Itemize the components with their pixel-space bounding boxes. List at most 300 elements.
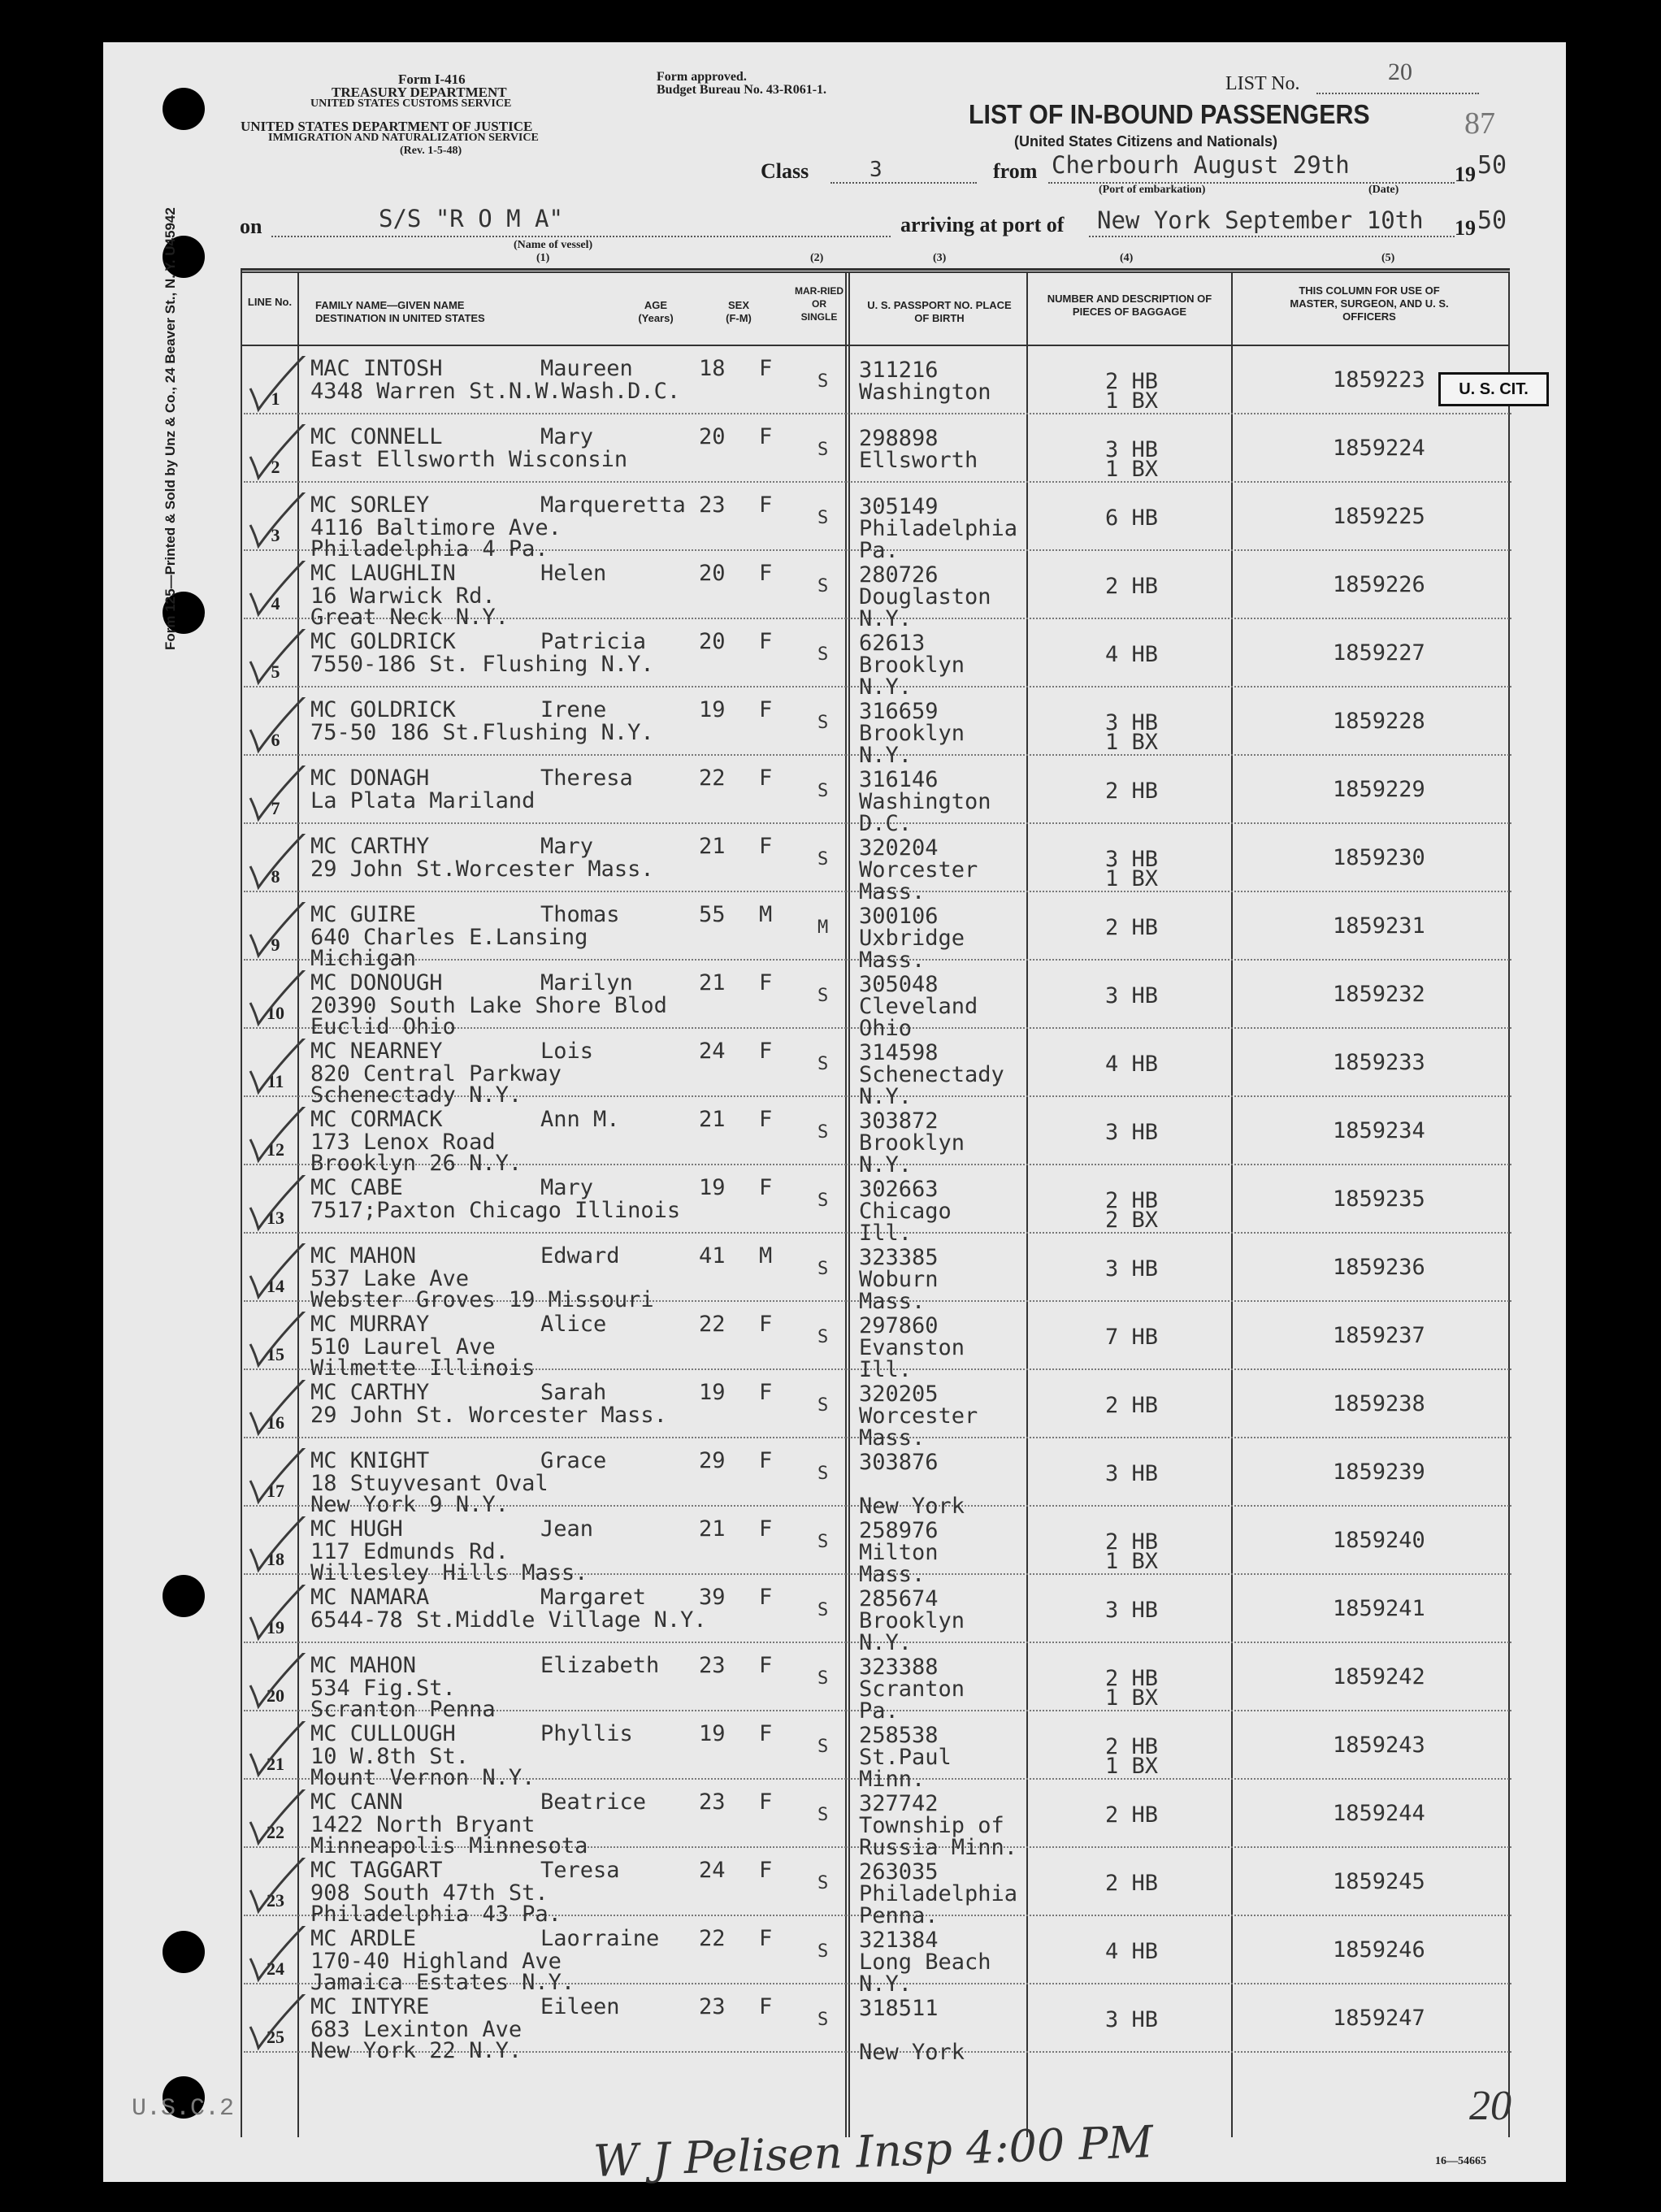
given-name-cell: Thomas — [540, 902, 620, 927]
marital-status-cell: S — [817, 440, 829, 460]
address-line-1: 1422 North Bryant — [310, 1812, 536, 1837]
sex-cell: F — [759, 1653, 773, 1678]
given-name-cell: Grace — [540, 1448, 607, 1473]
sex-cell: F — [759, 1107, 773, 1132]
line-number: 21 — [267, 1754, 284, 1774]
line-number: 8 — [271, 866, 280, 887]
birthplace-line-2: N.Y. — [859, 743, 913, 768]
sex-cell: F — [759, 834, 773, 859]
name-cell: MC GUIRE — [310, 902, 417, 927]
marital-status-cell: S — [817, 508, 829, 528]
baggage-line-1: 2 HB — [1105, 1734, 1159, 1759]
age-cell: 21 — [699, 970, 726, 995]
birthplace-line-2: Mass. — [859, 879, 926, 904]
given-name-cell: Beatrice — [540, 1789, 647, 1815]
line-number: 2 — [271, 457, 280, 477]
marital-status-cell: S — [817, 1873, 829, 1893]
address-line-1: East Ellsworth Wisconsin — [310, 447, 628, 472]
table-row — [244, 892, 1511, 973]
given-name-cell: Edward — [540, 1243, 620, 1269]
justice-dept: UNITED STATES DEPARTMENT OF JUSTICE — [241, 119, 533, 134]
baggage-line-1: 3 HB — [1105, 983, 1159, 1008]
address-line-2: Brooklyn 26 N.Y. — [310, 1151, 523, 1176]
birthplace-line-1: Milton — [859, 1540, 939, 1565]
given-name-cell: Maureen — [540, 356, 633, 381]
marital-status-cell: S — [817, 1327, 829, 1347]
passport-number-cell: 320205 — [859, 1381, 939, 1407]
name-cell: MC CARTHY — [310, 1380, 430, 1405]
given-name-cell: Patricia — [540, 629, 647, 654]
officer-number-cell: 1859223 — [1333, 367, 1425, 393]
address-line-1: 16 Warwick Rd. — [310, 583, 496, 609]
sex-cell: F — [759, 1858, 773, 1883]
marital-status-cell: S — [817, 1122, 829, 1143]
sex-cell: F — [759, 1175, 773, 1200]
check-mark-icon — [247, 1994, 312, 2062]
given-name-cell: Helen — [540, 561, 607, 586]
given-name-cell: Teresa — [540, 1858, 620, 1883]
name-cell: MC LAUGHLIN — [310, 561, 456, 586]
birthplace-line-2: New York — [859, 1494, 965, 1519]
birthplace-line-2: Mass. — [859, 1562, 926, 1587]
us-cit-stamp: U. S. CIT. — [1438, 372, 1549, 406]
age-cell: 19 — [699, 1721, 726, 1746]
table-row — [244, 1438, 1511, 1519]
name-cell: MC KNIGHT — [310, 1448, 430, 1473]
name-cell: MC SORLEY — [310, 492, 430, 518]
date-caption: (Date) — [1368, 184, 1399, 196]
passport-number-cell: 258976 — [859, 1518, 939, 1543]
age-cell: 39 — [699, 1585, 726, 1610]
birthplace-line-1: Cleveland — [859, 994, 978, 1019]
name-cell: MC INTYRE — [310, 1994, 430, 2019]
name-cell: MC CONNELL — [310, 424, 443, 449]
line-number: 14 — [267, 1276, 284, 1296]
marital-status-cell: S — [817, 576, 829, 596]
birthplace-line-1: Township of — [859, 1813, 1004, 1838]
passport-number-cell: 297860 — [859, 1313, 939, 1338]
age-cell: 24 — [699, 1039, 726, 1064]
col-header-passport: U. S. PASSPORT NO. PLACE OF BIRTH — [867, 299, 1012, 324]
baggage-line-1: 4 HB — [1105, 642, 1159, 667]
age-cell: 41 — [699, 1243, 726, 1269]
baggage-line-1: 2 HB — [1105, 1188, 1159, 1213]
baggage-line-1: 2 HB — [1105, 1529, 1159, 1555]
passport-number-cell: 327742 — [859, 1791, 939, 1816]
col-no-4: (4) — [1120, 252, 1134, 264]
marital-status-cell: S — [817, 1805, 829, 1825]
name-cell: MC CORMACK — [310, 1107, 443, 1132]
marital-status-cell: S — [817, 1395, 829, 1416]
baggage-line-1: 6 HB — [1105, 505, 1159, 531]
line-number: 15 — [267, 1344, 284, 1364]
name-cell: MC MAHON — [310, 1653, 417, 1678]
sex-cell: F — [759, 1039, 773, 1064]
sex-cell: F — [759, 1516, 773, 1542]
birthplace-line-2: N.Y. — [859, 1971, 913, 1997]
table-row — [244, 756, 1511, 836]
page-no: 87 — [1464, 106, 1495, 141]
baggage-line-1: 3 HB — [1105, 710, 1159, 735]
table-row — [244, 551, 1511, 631]
officer-number-cell: 1859239 — [1333, 1459, 1425, 1485]
table-row — [244, 346, 1511, 414]
printer-note: Form 125—Printed & Sold by Unz & Co., 24 Beaver St., N. Y. U45942 — [163, 207, 178, 650]
birthplace-line-2: Pa. — [859, 1698, 899, 1724]
budget-bureau: Budget Bureau No. 43-R061-1. — [657, 83, 827, 97]
baggage-line-1: 2 HB — [1105, 1802, 1159, 1828]
table-row — [244, 1302, 1511, 1382]
arriving-label: arriving at port of — [900, 213, 1065, 236]
passport-number-cell: 62613 — [859, 631, 926, 656]
birthplace-line-1: St.Paul — [859, 1745, 952, 1770]
table-row — [244, 1780, 1511, 1860]
given-name-cell: Eileen — [540, 1994, 620, 2019]
birthplace-line-1: Uxbridge — [859, 926, 965, 951]
year-value-2: 50 — [1477, 206, 1507, 235]
class-label: Class — [761, 159, 809, 183]
address-line-2: New York 9 N.Y. — [310, 1492, 509, 1517]
table-row — [244, 1848, 1511, 1928]
col-header-sex: SEX (F-M) — [726, 299, 752, 324]
vessel-name: S/S "R O M A" — [379, 205, 563, 232]
address-line-1: 908 South 47th St. — [310, 1880, 549, 1906]
baggage-line-2: 1 BX — [1105, 1549, 1159, 1574]
binder-hole — [163, 1575, 205, 1617]
table-row — [244, 824, 1511, 904]
table-row — [244, 483, 1511, 563]
age-cell: 20 — [699, 424, 726, 449]
table-row — [244, 687, 1511, 768]
name-cell: MC DONOUGH — [310, 970, 443, 995]
officer-number-cell: 1859230 — [1333, 845, 1425, 870]
baggage-line-2: 1 BX — [1105, 1685, 1159, 1711]
baggage-line-1: 2 HB — [1105, 915, 1159, 940]
marital-status-cell: S — [817, 371, 829, 392]
officer-number-cell: 1859237 — [1333, 1323, 1425, 1348]
binder-hole — [163, 1931, 205, 1973]
marital-status-cell: S — [817, 644, 829, 665]
name-cell: MC CABE — [310, 1175, 403, 1200]
baggage-line-1: 2 HB — [1105, 574, 1159, 599]
line-number: 13 — [267, 1208, 284, 1228]
address-line-2: Michigan — [310, 946, 417, 971]
passport-number-cell: 316146 — [859, 767, 939, 792]
department: TREASURY DEPARTMENT — [332, 85, 507, 100]
name-cell: MAC INTOSH — [310, 356, 443, 381]
age-cell: 23 — [699, 1994, 726, 2019]
age-cell: 22 — [699, 766, 726, 791]
address-line-1: 537 Lake Ave — [310, 1266, 470, 1291]
marital-status-cell: S — [817, 1600, 829, 1620]
birthplace-line-2: Russia Minn. — [859, 1835, 1018, 1860]
passport-number-cell: 323388 — [859, 1655, 939, 1680]
address-line-1: 683 Lexinton Ave — [310, 2017, 523, 2042]
line-number: 17 — [267, 1481, 284, 1501]
given-name-cell: Margaret — [540, 1585, 647, 1610]
officer-number-cell: 1859228 — [1333, 709, 1425, 734]
line-number: 23 — [267, 1890, 284, 1911]
birthplace-line-1: Scranton — [859, 1676, 965, 1702]
birthplace-line-1: Washington — [859, 380, 991, 405]
given-name-cell: Marilyn — [540, 970, 633, 995]
col-header-baggage: NUMBER AND DESCRIPTION OF PIECES OF BAGGAGE — [1047, 293, 1212, 318]
age-cell: 29 — [699, 1448, 726, 1473]
name-cell: MC GOLDRICK — [310, 697, 456, 722]
passport-number-cell: 311216 — [859, 358, 939, 383]
line-number: 7 — [271, 798, 280, 818]
table-row — [244, 1370, 1511, 1451]
col-header-age: AGE (Years) — [638, 299, 674, 324]
address-line-1: La Plata Mariland — [310, 788, 536, 813]
immigration-service: IMMIGRATION AND NATURALIZATION SERVICE — [268, 132, 539, 144]
list-no: 20 — [1388, 59, 1412, 85]
line-number: 3 — [271, 525, 280, 545]
table-row — [244, 1029, 1511, 1109]
birthplace-line-1: Woburn — [859, 1267, 939, 1292]
marital-status-cell: M — [817, 917, 829, 938]
line-number: 22 — [267, 1822, 284, 1842]
birthplace-line-2: D.C. — [859, 811, 913, 836]
list-no-label: LIST No. — [1225, 73, 1300, 94]
address-line-1: 173 Lenox Road — [310, 1130, 496, 1155]
baggage-line-1: 3 HB — [1105, 1598, 1159, 1623]
passport-number-cell: 280726 — [859, 562, 939, 588]
sex-cell: F — [759, 1312, 773, 1337]
from-label: from — [993, 159, 1038, 183]
col-no-2: (2) — [810, 252, 824, 264]
baggage-line-2: 1 BX — [1105, 1754, 1159, 1779]
birthplace-line-2: Mass. — [859, 1425, 926, 1451]
given-name-cell: Mary — [540, 834, 594, 859]
address-line-2: New York 22 N.Y. — [310, 2038, 523, 2063]
marital-status-cell: S — [817, 1532, 829, 1552]
birthplace-line-2: N.Y. — [859, 674, 913, 700]
age-cell: 19 — [699, 1175, 726, 1200]
age-cell: 21 — [699, 1107, 726, 1132]
passport-number-cell: 316659 — [859, 699, 939, 724]
address-line-1: 170-40 Highland Ave — [310, 1949, 562, 1974]
baggage-line-1: 3 HB — [1105, 1120, 1159, 1145]
table-row — [244, 1984, 1511, 2065]
baggage-line-2: 1 BX — [1105, 388, 1159, 414]
officer-number-cell: 1859238 — [1333, 1391, 1425, 1416]
address-line-1: 29 John St. Worcester Mass. — [310, 1403, 667, 1428]
sex-cell: F — [759, 970, 773, 995]
passport-number-cell: 263035 — [859, 1859, 939, 1885]
given-name-cell: Marqueretta — [540, 492, 686, 518]
name-cell: MC GOLDRICK — [310, 629, 456, 654]
line-number: 1 — [271, 388, 280, 409]
line-number: 6 — [271, 730, 280, 750]
marital-status-cell: S — [817, 1737, 829, 1757]
passport-number-cell: 305048 — [859, 972, 939, 997]
name-cell: MC TAGGART — [310, 1858, 443, 1883]
baggage-line-1: 3 HB — [1105, 847, 1159, 872]
birthplace-line-2: N.Y. — [859, 1630, 913, 1655]
baggage-line-1: 3 HB — [1105, 2007, 1159, 2032]
officer-number-cell: 1859240 — [1333, 1528, 1425, 1553]
line-number: 9 — [271, 935, 280, 955]
officer-number-cell: 1859246 — [1333, 1937, 1425, 1963]
table-row — [244, 1097, 1511, 1178]
birthplace-line-1: Long Beach — [859, 1950, 991, 1975]
age-cell: 21 — [699, 834, 726, 859]
signature: W J Pelisen Insp 4:00 PM — [592, 2115, 1154, 2188]
age-cell: 20 — [699, 561, 726, 586]
age-cell: 23 — [699, 492, 726, 518]
name-cell: MC HUGH — [310, 1516, 403, 1542]
officer-number-cell: 1859236 — [1333, 1255, 1425, 1280]
sex-cell: F — [759, 356, 773, 381]
officer-number-cell: 1859247 — [1333, 2006, 1425, 2031]
line-number: 4 — [271, 593, 280, 614]
birthplace-line-1: Philadelphia — [859, 516, 1018, 541]
address-line-2: Willesley Hills Mass. — [310, 1560, 588, 1585]
birthplace-line-2: N.Y. — [859, 606, 913, 631]
customs-service: UNITED STATES CUSTOMS SERVICE — [310, 98, 512, 110]
age-cell: 23 — [699, 1653, 726, 1678]
birthplace-line-1: Ellsworth — [859, 448, 978, 473]
sex-cell: F — [759, 629, 773, 654]
passport-number-cell: 285674 — [859, 1586, 939, 1611]
marital-status-cell: S — [817, 1259, 829, 1279]
arrival-port: New York September 10th — [1097, 206, 1424, 234]
passport-number-cell: 298898 — [859, 426, 939, 451]
address-line-1: 7550-186 St. Flushing N.Y. — [310, 652, 654, 677]
col-no-5: (5) — [1381, 252, 1395, 264]
passport-number-cell: 302663 — [859, 1177, 939, 1202]
line-number: 20 — [267, 1685, 284, 1706]
baggage-line-1: 3 HB — [1105, 1461, 1159, 1486]
age-cell: 19 — [699, 697, 726, 722]
baggage-line-1: 4 HB — [1105, 1939, 1159, 1964]
birthplace-line-2: New York — [859, 2040, 965, 2065]
table-row — [244, 1165, 1511, 1246]
age-cell: 20 — [699, 629, 726, 654]
address-line-1: 820 Central Parkway — [310, 1061, 562, 1086]
address-line-2: Great Neck N.Y. — [310, 605, 509, 630]
address-line-1: 640 Charles E.Lansing — [310, 925, 588, 950]
table-row — [244, 1234, 1511, 1314]
baggage-line-1: 4 HB — [1105, 1052, 1159, 1077]
vessel-col-no: (1) — [536, 252, 550, 264]
address-line-1: 20390 South Lake Shore Blod — [310, 993, 667, 1018]
baggage-line-1: 2 HB — [1105, 1393, 1159, 1418]
officer-number-cell: 1859243 — [1333, 1733, 1425, 1758]
address-line-1: 4348 Warren St.N.W.Wash.D.C. — [310, 379, 681, 404]
officer-number-cell: 1859233 — [1333, 1050, 1425, 1075]
table-row — [244, 1507, 1511, 1587]
baggage-line-2: 1 BX — [1105, 730, 1159, 755]
age-cell: 24 — [699, 1858, 726, 1883]
sex-cell: F — [759, 1926, 773, 1951]
birthplace-line-1: Brooklyn — [859, 1608, 965, 1633]
line-number: 19 — [267, 1617, 284, 1637]
document-subtitle: (United States Citizens and Nationals) — [1014, 133, 1278, 150]
baggage-line-1: 2 HB — [1105, 369, 1159, 394]
officer-number-cell: 1859235 — [1333, 1186, 1425, 1212]
sex-cell: F — [759, 1994, 773, 2019]
baggage-line-1: 2 HB — [1105, 779, 1159, 804]
given-name-cell: Elizabeth — [540, 1653, 660, 1678]
marital-status-cell: S — [817, 1941, 829, 1962]
given-name-cell: Sarah — [540, 1380, 607, 1405]
name-cell: MC MAHON — [310, 1243, 417, 1269]
table-row — [244, 619, 1511, 700]
sex-cell: F — [759, 697, 773, 722]
vessel-caption: (Name of vessel) — [514, 239, 593, 251]
birthplace-line-2: N.Y. — [859, 1152, 913, 1178]
passport-number-cell: 314598 — [859, 1040, 939, 1065]
birthplace-line-1: Brooklyn — [859, 653, 965, 678]
col-header-dest: DESTINATION IN UNITED STATES — [315, 312, 485, 324]
address-line-1: 6544-78 St.Middle Village N.Y. — [310, 1607, 707, 1633]
passport-number-cell: 303872 — [859, 1108, 939, 1134]
address-line-1: 75-50 186 St.Flushing N.Y. — [310, 720, 654, 745]
birthplace-line-2: Mass. — [859, 948, 926, 973]
age-cell: 18 — [699, 356, 726, 381]
usc-stamp: U.S.C.2 — [132, 2095, 235, 2123]
age-cell: 19 — [699, 1380, 726, 1405]
birthplace-line-1: Brooklyn — [859, 1130, 965, 1156]
address-line-1: 7517;Paxton Chicago Illinois — [310, 1198, 681, 1223]
birthplace-line-2: Pa. — [859, 538, 899, 563]
table-row — [244, 1711, 1511, 1792]
officer-number-cell: 1859226 — [1333, 572, 1425, 597]
officer-number-cell: 1859227 — [1333, 640, 1425, 666]
address-line-2: Minneapolis Minnesota — [310, 1833, 588, 1859]
marital-status-cell: S — [817, 1464, 829, 1484]
passport-number-cell: 323385 — [859, 1245, 939, 1270]
baggage-line-2: 1 BX — [1105, 866, 1159, 891]
line-number: 24 — [267, 1958, 284, 1979]
birthplace-line-2: Minn. — [859, 1767, 926, 1792]
marital-status-cell: S — [817, 2010, 829, 2030]
birthplace-line-2: Ohio — [859, 1016, 913, 1041]
passport-number-cell: 318511 — [859, 1996, 939, 2021]
passport-number-cell: 258538 — [859, 1723, 939, 1748]
given-name-cell: Irene — [540, 697, 607, 722]
bottom-code: 16—54665 — [1435, 2155, 1486, 2167]
address-line-1: 29 John St.Worcester Mass. — [310, 857, 654, 882]
sex-cell: F — [759, 424, 773, 449]
given-name-cell: Theresa — [540, 766, 633, 791]
birthplace-line-1: Worcester — [859, 1403, 978, 1429]
address-line-1: 510 Laurel Ave — [310, 1334, 496, 1360]
sex-cell: M — [759, 1243, 773, 1269]
address-line-2: Philadelphia 4 Pa. — [310, 536, 549, 562]
baggage-line-1: 2 HB — [1105, 1871, 1159, 1896]
name-cell: MC DONAGH — [310, 766, 430, 791]
given-name-cell: Jean — [540, 1516, 594, 1542]
birthplace-line-2: Ill. — [859, 1357, 913, 1382]
sex-cell: F — [759, 561, 773, 586]
year-value: 50 — [1477, 151, 1507, 180]
officer-number-cell: 1859234 — [1333, 1118, 1425, 1143]
line-number: 25 — [267, 2027, 284, 2047]
given-name-cell: Lois — [540, 1039, 594, 1064]
col-header-married: MAR-RIED OR SINGLE — [795, 285, 844, 323]
age-cell: 22 — [699, 1312, 726, 1337]
address-line-2: Jamaica Estates N.Y. — [310, 1970, 575, 1995]
line-number: 11 — [267, 1071, 284, 1091]
table-row — [244, 961, 1511, 1041]
address-line-1: 117 Edmunds Rd. — [310, 1539, 509, 1564]
class-value: 3 — [870, 158, 883, 182]
address-line-2: Wilmette Illinois — [310, 1355, 536, 1381]
birthplace-line-1: Philadelphia — [859, 1881, 1018, 1906]
